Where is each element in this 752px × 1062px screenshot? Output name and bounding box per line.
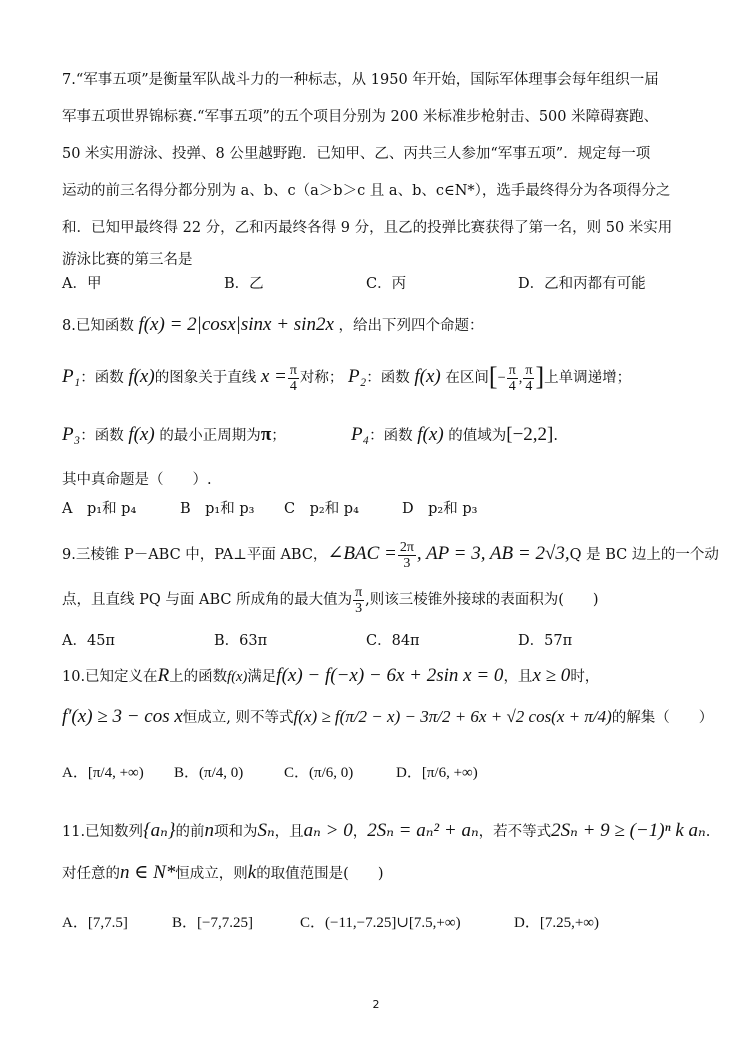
q11-seq: {aₙ} [143,820,176,841]
q8-p1-num: π [289,362,297,378]
q10-options [62,760,712,786]
q7-line-3: 50 米实用游泳、投弹、8 公里越野跑．已知甲、乙、丙共三人参加“军事五项”．规定每一项 [62,146,651,162]
q8-p1-label: P₁ [62,366,81,387]
q8-p2-fraction-left [507,363,518,394]
q8-p2-text-a: ：函数 [366,370,410,386]
q8-p3-label: P₃ [62,424,81,445]
q8-p1-text-b: 的图象关于直线 [154,370,257,386]
q8-p3-fx: f(x) [128,424,155,445]
q10-ineq: f(x) ≥ f(π/2 − x) − 3π/2 + 6x + √2 cos(x + π/4) [293,707,612,726]
q10-option-d[interactable]: D．[π/6, +∞) [396,765,478,781]
q9-option-c[interactable]: C．84π [366,633,420,649]
q8-p4-fx: f(x) [417,424,444,445]
q10-line1-a: 10.已知定义在 [62,669,158,685]
q10-option-a[interactable]: A．[π/4, +∞) [62,765,144,781]
q9-num: 2π [399,539,414,555]
q10-line1-b: 上的函数 [169,669,228,685]
q9-line-1 [62,536,719,573]
q9-fraction-1 [398,540,416,571]
q8-p4-text-c: . [553,428,558,444]
q9-option-a[interactable]: A．45π [62,633,115,649]
q11-line2-b: 恒成立，则 [175,866,248,882]
q10-line-1 [62,664,702,689]
q7-line-5: 和．已知甲最终得 22 分，乙和丙最终各得 9 分，且乙的投弹比赛获得了第一名，则 50 米实用 [62,220,673,236]
q8-p1-text-c: 对称； [299,370,344,386]
q10-fx: f(x) [227,669,248,685]
q11-line1-a: 11.已知数列 [62,824,144,840]
q11-options [62,910,712,936]
q7-option-c[interactable]: C．丙 [366,276,407,292]
q11-cond2: 2Sₙ = aₙ² + aₙ [367,820,479,841]
q10-option-b[interactable]: B．(π/4, 0) [174,765,244,781]
q9-line2-b: ,则该三棱锥外接球的表面积为( ) [365,592,599,608]
q9-line1-c: Q 是 BC 边上的一个动 [569,547,719,563]
q7-line-4: 运动的前三名得分都分别为 a、b、c（a＞b＞c 且 a、b、c∈N*），选手最终得分为各项得分之 [62,183,671,199]
q8-p4-val: [−2,2] [506,424,554,445]
q8-option-a[interactable]: A p₁和 p₄ [62,501,137,517]
q11-line1-d: ，且 [274,824,304,840]
q10-line1-d: ，且 [503,669,533,685]
q7-line-2: 军事五项世界锦标赛.“军事五项”的五个项目分别为 200 米标准步枪射击、500 米障碍赛跑、 [62,109,659,125]
q8-p1-fraction [288,363,299,394]
q8-p1-eq: x = [260,366,287,387]
q11-line1-b: 的前 [175,824,205,840]
q9-option-b[interactable]: B．63π [214,633,268,649]
q8-props-row-2 [62,420,702,451]
q11-line1-f: ，若不等式 [478,824,552,840]
q8-p1-fx: f(x) [128,366,155,387]
q10-line2-a: f′(x) ≥ 3 − cos x [62,706,183,727]
q7-options [62,271,712,297]
q8-option-b[interactable]: B p₁和 p₃ [180,501,255,517]
q8-question: 其中真命题是（ ）. [62,472,212,488]
q7-option-a[interactable]: A．甲 [62,276,102,292]
q11-line2-a: 对任意的 [62,866,120,882]
q9-num2: π [355,584,363,600]
q11-line2-c: 的取值范围是( ) [256,866,384,882]
q7-option-d[interactable]: D．乙和丙都有可能 [518,276,646,292]
q10-R: R [157,665,170,686]
q9-angle: ∠BAC = [327,543,397,564]
q8-p3-val: π [260,424,272,445]
q8-p3-text-b: 的最小正周期为 [159,428,261,444]
q9-line1-b: , AP = 3, AB = 2√3, [416,543,570,564]
q10-line1-c: 满足 [247,669,277,685]
q8-p2-text-c: 上单调递增； [544,370,632,386]
q11-k: k [247,862,257,883]
q11-n: n [204,820,214,841]
q11-line1-g: . [705,824,711,840]
q11-nset: n ∈ N* [120,862,176,883]
q11-option-b[interactable]: B．[−7,7.25] [172,915,253,931]
q11-Sn: Sₙ [257,820,275,841]
q9-options [62,628,712,654]
q10-line2-b: 恒成立, 则不等式 [182,710,294,726]
q8-p1-den: 4 [289,378,297,394]
q8-p2-bracket-right: ] [535,362,545,391]
q11-line-1 [62,818,711,845]
q8-p4-text-a: ：函数 [369,428,413,444]
q8-p2-fraction-right [523,363,534,394]
q8-p4-label: P₄ [350,424,370,445]
page-number: 2 [372,998,380,1011]
q8-p2-fx: f(x) [414,366,441,387]
q11-cond1: aₙ > 0 [303,820,353,841]
q9-line-2 [62,582,702,618]
q8-p2-den-right: 4 [525,378,533,394]
q8-option-d[interactable]: D p₂和 p₃ [402,501,478,517]
q10-option-c[interactable]: C．(π/6, 0) [284,765,354,781]
q8-p4-text-b: 的值域为 [448,428,507,444]
q8-stem-suffix: ，给出下列四个命题： [338,318,484,334]
q8-p3-text-c: ； [271,428,286,444]
q9-option-d[interactable]: D．57π [518,633,573,649]
q9-den2: 3 [355,600,363,616]
q8-p2-num-left: π [508,362,516,378]
q10-line1-e: 时， [570,669,600,685]
q9-line1-a: 9.三棱锥 P－ABC 中，PA⊥平面 ABC， [62,547,328,563]
q8-props-row-1: P₁：函数 f(x)的图象关于直线 x = $\frac{\pi}{4}$ 对称； P₂：函数 f(x) 在区间[− $\frac{\pi}{4}$ , $\frac{\pi}{4}$ ]上单调递增； [62,362,632,394]
q8-p2-num-right: π [525,362,533,378]
q7-line-6: 游泳比赛的第三名是 [62,252,193,268]
q7-line-1: 7.“军事五项”是衡量军队战斗力的一种标志，从 1950 年开始，国际军体理事会每年组织一届 [62,72,659,88]
q11-option-d[interactable]: D．[7.25,+∞) [514,915,599,931]
q8-p2-text-b: 在区间 [445,370,489,386]
q10-line2-c: 的解集（ ） [611,710,714,726]
q11-option-a[interactable]: A．[7,7.5] [62,915,128,931]
q11-line1-e: ， [352,824,368,840]
q7-option-b[interactable]: B．乙 [224,276,264,292]
q8-p2-bracket-left: [ [488,362,498,391]
q8-p1-text-a: ：函数 [80,370,124,386]
q9-line2-a: 点，且直线 PQ 与面 ABC 所成角的最大值为 [62,592,353,608]
q10-cond: x ≥ 0 [532,665,571,686]
q8-stem [62,312,702,339]
q8-options [62,496,712,522]
q11-line1-c: 项和为 [213,824,258,840]
q11-ineq: 2Sₙ + 9 ≥ (−1)ⁿ k aₙ [551,820,706,841]
q9-fraction-2 [353,585,364,616]
q8-function: f(x) = 2|cosx|sinx + sin2x [138,314,334,335]
q8-p2-label: P₂ [348,366,367,387]
q8-option-c[interactable]: C p₂和 p₄ [284,501,359,517]
q8-stem-prefix: 8.已知函数 [62,318,134,334]
q11-line-2 [62,860,702,887]
q9-den: 3 [403,555,411,571]
q10-eq1: f(x) − f(−x) − 6x + 2sin x = 0 [276,665,504,686]
q8-p2-den-left: 4 [508,378,516,394]
q11-option-c[interactable]: C．(−11,−7.25]∪[7.5,+∞) [300,915,461,931]
q8-p3-text-a: ：函数 [80,428,124,444]
q10-line-2 [62,702,714,733]
